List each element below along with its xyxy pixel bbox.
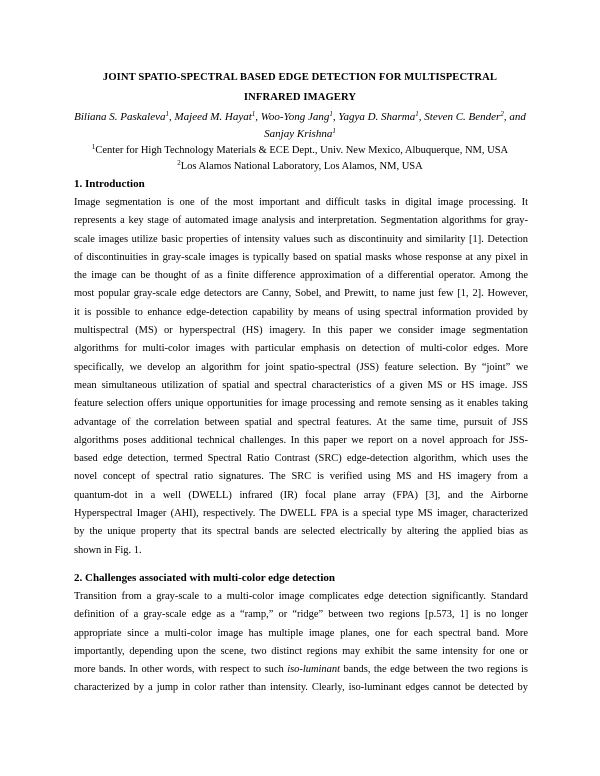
text-line: characterized by a jump in color rather than intensity. Clearly, iso-luminant edges cannot be detected by bbox=[74, 682, 528, 694]
paper-title-line-1: JOINT SPATIO-SPECTRAL BASED EDGE DETECTION FOR MULTISPECTRAL bbox=[102, 72, 498, 83]
italic-term: iso-luminant bbox=[287, 664, 340, 676]
text-line: specifically, we develop an algorithm for joint spatio-spectral (JSS) feature selection. By “joint” we bbox=[74, 361, 528, 373]
text-line: most popular gray-scale edge detectors are Canny, Sobel, and Prewitt, to name just few [1, 2]. However, bbox=[74, 288, 528, 300]
text-line: of discontinuities in gray-scale images is typically based on spatial masks whose response at any pixel in bbox=[74, 251, 528, 263]
text-line: mean simultaneous utilization of spatial and spectral characteristics of a given MS or HS image. JSS bbox=[74, 379, 528, 391]
text-line: shown in Fig. 1. bbox=[74, 544, 142, 556]
author: Majeed M. Hayat$^1$ bbox=[174, 110, 256, 123]
text-line: Image segmentation is one of the most important and difficult tasks in digital image processing. It bbox=[74, 197, 528, 208]
text-line: it is possible to enhance edge-detection capability by means of using spectral information provided by bbox=[74, 306, 528, 318]
paper-title-line-2: INFRARED IMAGERY bbox=[243, 92, 357, 103]
text-line: scale images utilize basic properties of intensity values such as discontinuity and similarity [1]. Detection bbox=[74, 233, 528, 245]
text-line: importantly, depending upon the scene, two distinct regions may exhibit the same intensity for one or bbox=[74, 645, 528, 657]
text-line: appropriate since a multi-color image has multiple image planes, one for each spectral band. More bbox=[74, 627, 528, 639]
section-heading-introduction: 1. Introduction bbox=[74, 178, 145, 190]
text-line: algorithms poses additional technical challenges. In this paper we report on a novel approach for JSS- bbox=[74, 434, 528, 446]
text-line: multispectral (MS) or hyperspectral (HS) imagery. In this paper we consider image segmentation bbox=[74, 325, 528, 337]
challenges-paragraph bbox=[74, 588, 528, 698]
text-line: the image can be thought of as a finite difference approximation of a differential operator. Among the bbox=[74, 270, 528, 282]
author: Woo-Yong Jang$^1$ bbox=[260, 110, 333, 123]
affiliation-2: $^2$Los Alamos National Laboratory, Los Alamos, NM, USA bbox=[177, 159, 423, 172]
text-line: based edge detection, termed Spectral Ratio Contrast (SRC) edge-detection algorithm, which uses the bbox=[74, 453, 528, 465]
text-line: more bands. In other words, with respect to such iso-luminant bands, the edge between the two regions is bbox=[74, 664, 528, 676]
author: Yagya D. Sharma$^1$ bbox=[338, 110, 419, 123]
affiliation-1: $^1$Center for High Technology Materials & ECE Dept., Univ. New Mexico, Albuquerque, NM, USA bbox=[91, 143, 509, 156]
text-line: feature selection offers unique opportunities for image processing and remote sensing as it enables taking bbox=[74, 398, 528, 410]
text-line: algorithms for multi-color images with particular emphasis on detection of multi-color edges. More bbox=[74, 343, 528, 355]
text-line: novel concept of spectral ratio signatures. The SRC is verified using MS and HS imagery from a bbox=[74, 471, 528, 483]
text-line: quantum-dot in a well (DWELL) infrared (IR) focal plane array (FPA) [3], and the Airborne bbox=[74, 489, 528, 501]
text-line: by the unique property that its spectral bands are selected electrically by altering the applied bias as bbox=[74, 526, 528, 538]
author: Steven C. Bender$^2$ bbox=[424, 110, 504, 123]
text-line: Hyperspectral Imager (AHI), respectively. The DWELL FPA is a special type MS imager, characterized bbox=[74, 508, 528, 520]
text-line: represents a key stage of automated image analysis and interpretation. Segmentation algorithms for gray- bbox=[74, 215, 528, 227]
author: Biliana S. Paskaleva$^1$ bbox=[74, 110, 169, 123]
text-line: definition of a gray-scale edge as a “ramp,” or “ridge” between two regions [p.573, 1] is no longer bbox=[74, 609, 528, 621]
author-list: Biliana S. Paskaleva$^1$, Majeed M. Hayat$^1$, Woo-Yong Jang$^1$, Yagya D. Sharma$^1$, Steven C. Bender$^2$, and Sanjay Krishna$^1$ bbox=[74, 110, 526, 140]
text-line: Transition from a gray-scale to a multi-color image complicates edge detection significantly. Standard bbox=[74, 591, 528, 602]
section-heading-challenges: 2. Challenges associated with multi-color edge detection bbox=[74, 572, 336, 584]
author: Sanjay Krishna$^1$ bbox=[264, 127, 336, 140]
text-line: advantage of the correlation between spatial and spectral features. At the same time, pursuit of JSS bbox=[74, 416, 528, 428]
introduction-paragraph bbox=[74, 194, 528, 560]
